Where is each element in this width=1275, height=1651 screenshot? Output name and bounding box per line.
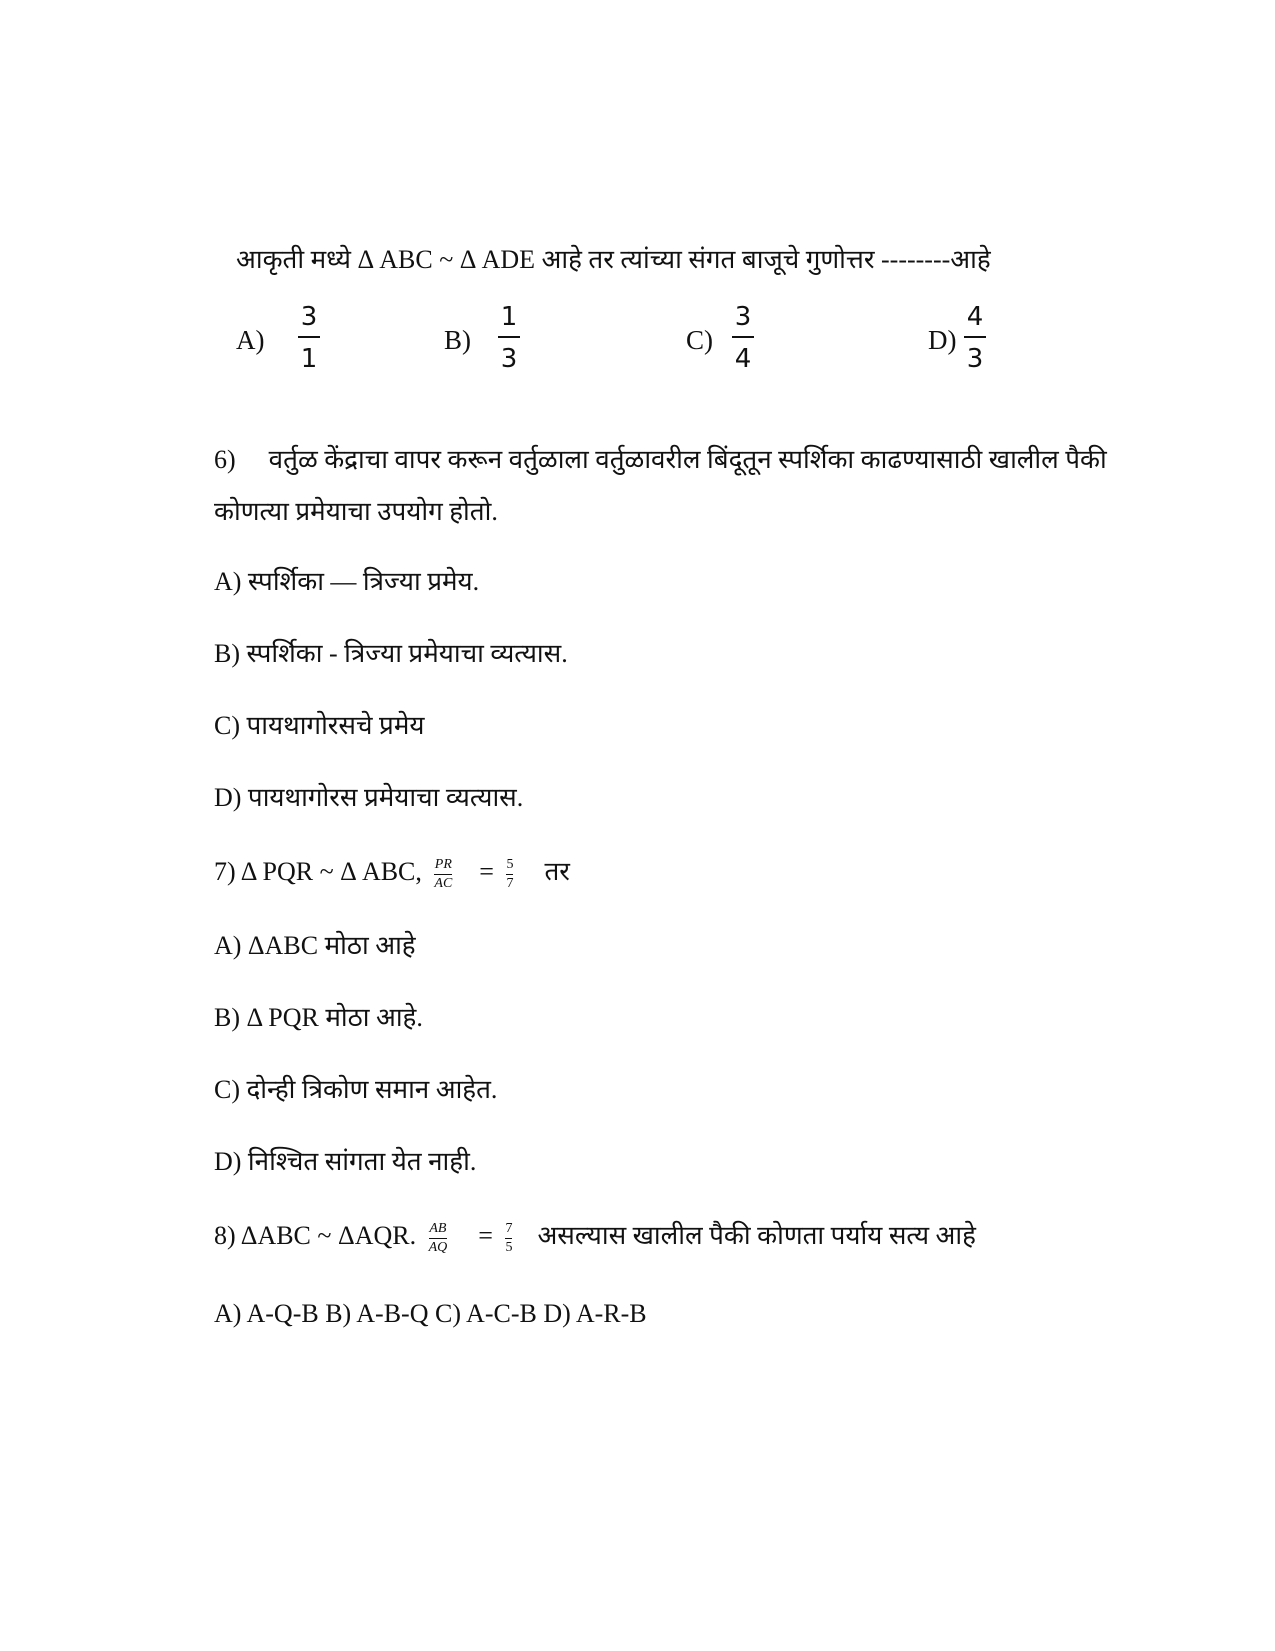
q8-equals: = [478, 1221, 493, 1250]
q7-ratio-den: AC [434, 875, 453, 891]
q7-suffix: तर [544, 857, 570, 886]
q6-number: 6) [214, 445, 236, 474]
q5-option-a-fraction [298, 302, 320, 374]
q8-ratio-num: AB [429, 1220, 447, 1236]
q5-option-d-label: D) [928, 325, 957, 355]
q5-option-a-label: A) [236, 325, 265, 355]
q6-stem-line-2: कोणत्या प्रमेयाचा उपयोग होतो. [214, 497, 498, 526]
q6-option-b: B) स्पर्शिका - त्रिज्या प्रमेयाचा व्यत्यास. [214, 639, 568, 668]
q7-value-num: 5 [506, 856, 514, 872]
q8-ratio-den: AQ [428, 1239, 448, 1255]
q7-equals: = [479, 857, 494, 886]
q5-option-c-den: 4 [734, 344, 752, 374]
q7-ratio-fraction [434, 857, 452, 892]
fraction-bar [506, 874, 513, 875]
q7-value-den: 7 [506, 875, 514, 891]
q5-option-b-fraction [498, 302, 520, 374]
q5-option-d-fraction [964, 302, 986, 374]
q7-ratio-num: PR [434, 856, 452, 872]
q8-value-den: 5 [505, 1239, 513, 1255]
q8-value-fraction [505, 1221, 512, 1256]
q7-option-a: A) ΔABC मोठा आहे [214, 931, 416, 960]
q5-option-c-fraction [732, 302, 754, 374]
q7-option-b: B) Δ PQR मोठा आहे. [214, 1003, 423, 1032]
q5-stem: आकृती मध्ये Δ ABC ~ Δ ADE आहे तर त्यांच्या संगत बाजूचे गुणोत्तर --------आहे [236, 245, 991, 274]
q6-option-d: D) पायथागोरस प्रमेयाचा व्यत्यास. [214, 783, 524, 812]
fraction-bar [429, 1238, 448, 1239]
q6-option-c: C) पायथागोरसचे प्रमेय [214, 711, 425, 740]
q7-option-c: C) दोन्ही त्रिकोण समान आहेत. [214, 1075, 498, 1104]
q5-option-b-den: 3 [500, 344, 518, 374]
q6-stem-text: वर्तुळ केंद्राचा वापर करून वर्तुळाला वर्तुळावरील बिंदूतून स्पर्शिका काढण्यासाठी खालील पैकी [268, 445, 1107, 474]
q7-value-fraction [506, 857, 513, 892]
q8-prefix: 8) ΔABC ~ ΔAQR. [214, 1221, 417, 1250]
fraction-bar [964, 336, 986, 338]
q8-stem [214, 1220, 976, 1256]
q5-option-d-num: 4 [966, 302, 984, 332]
q5-option-a-den: 1 [300, 344, 318, 374]
q6-option-a: A) स्पर्शिका — त्रिज्या प्रमेय. [214, 567, 480, 596]
q8-suffix: असल्यास खालील पैकी कोणता पर्याय सत्य आहे [537, 1221, 976, 1250]
q7-prefix: 7) Δ PQR ~ Δ ABC, [214, 857, 422, 886]
q8-value-num: 7 [505, 1220, 513, 1236]
q8-options: A) A-Q-B B) A-B-Q C) A-C-B D) A-R-B [214, 1299, 647, 1328]
fraction-bar [434, 874, 452, 875]
q5-option-a-num: 3 [300, 302, 318, 332]
fraction-bar [505, 1238, 512, 1239]
q5-option-b-label: B) [444, 325, 471, 355]
fraction-bar [732, 336, 754, 338]
q5-option-c-label: C) [686, 325, 713, 355]
q5-option-d-den: 3 [966, 344, 984, 374]
fraction-bar [498, 336, 520, 338]
q8-ratio-fraction [429, 1221, 448, 1256]
q5-option-c-num: 3 [734, 302, 752, 332]
q6-stem-line-1 [214, 444, 1107, 476]
q7-option-d: D) निश्चित सांगता येत नाही. [214, 1147, 477, 1176]
q5-option-b-num: 1 [500, 302, 518, 332]
fraction-bar [298, 336, 320, 338]
q7-stem [214, 856, 570, 892]
